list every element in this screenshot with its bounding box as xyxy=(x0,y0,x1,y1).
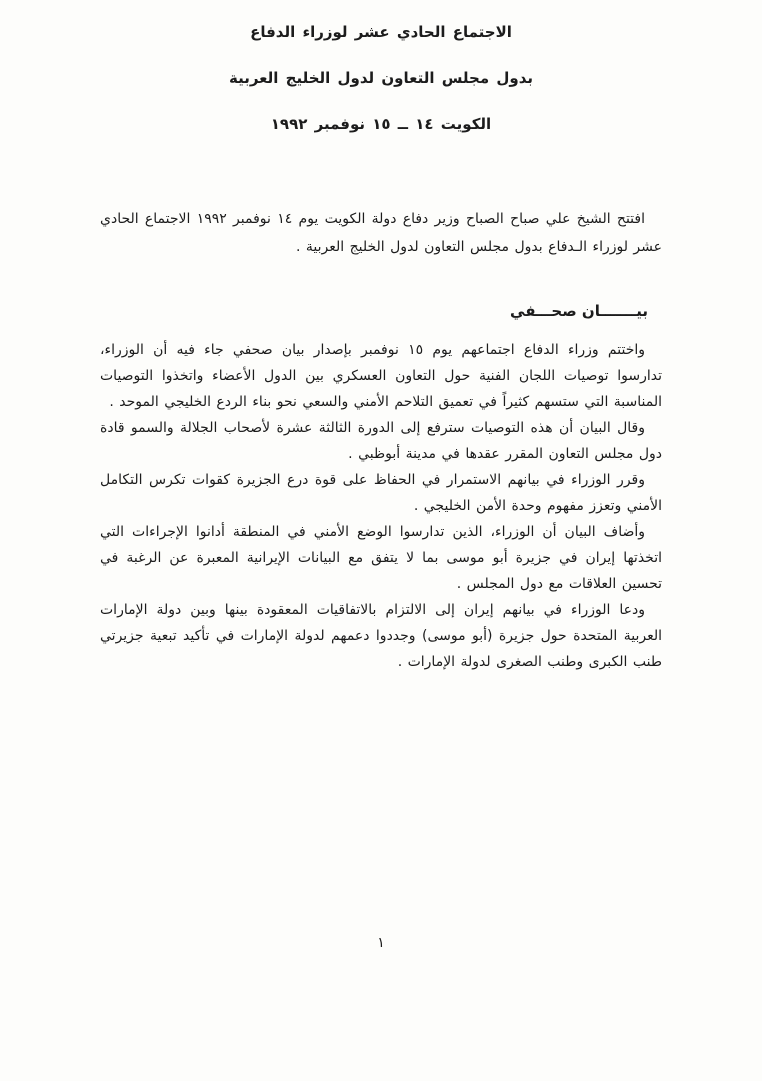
title-line-place-date: الكويت ١٤ ــ ١٥ نوفمبر ١٩٩٢ xyxy=(270,115,492,133)
paragraph-abu-musa-condemnation: وأضاف البيان أن الوزراء، الذين تدارسوا الوضع الأمني في المنطقة أدانوا الإجراءات التي اتخذتها إيران في جزيرة أبو موسى بما لا يتفق مع البيانات الإيرانية المعبرة عن الرغبة في تحسين العلاقات مع دول المجلس . xyxy=(100,524,662,592)
intro-paragraph: افتتح الشيخ علي صباح الصباح وزير دفاع دولة الكويت يوم ١٤ نوفمبر ١٩٩٢ الاجتماع الحادي عشر لوزراء الـدفاع بدول مجلس التعاون لدول الخليج العربية . xyxy=(100,211,662,255)
page-footer xyxy=(0,932,762,951)
paragraph-iran-call: ودعا الوزراء في بيانهم إيران إلى الالتزام بالاتفاقيات المعقودة بينها وبين دولة الإمارات العربية المتحدة حول جزيرة (أبو موسى) وجددوا دعمهم لدولة الإمارات في تأكيد تبعية جزيرتي طنب الكبرى وطنب الصغرى لدولة الإمارات . xyxy=(100,602,662,670)
paragraph-recommendations: واختتم وزراء الدفاع اجتماعهم يوم ١٥ نوفمبر بإصدار بيان صحفي جاء فيه أن الوزراء، تدارسوا توصيات اللجان الفنية حول التعاون العسكري بين الدول الأعضاء واتخذوا التوصيات المناسبة التي ستسهم كثيراً في تعميق التلاحم الأمني والسعي نحو بناء الردع الخليجي الموحد . xyxy=(100,342,662,410)
document-body xyxy=(0,205,762,675)
section-heading-press-statement: بيـــــــان صحـــفي xyxy=(510,302,648,320)
paragraph-peninsula-shield: وقرر الوزراء في بيانهم الاستمرار في الحفاظ على قوة درع الجزيرة كقوات تكرس التكامل الأمني وتعزز مفهوم وحدة الأمن الخليجي . xyxy=(100,472,662,514)
page-number: ١ xyxy=(377,935,385,951)
title-line-organization: بدول مجلس التعاون لدول الخليج العربية xyxy=(229,69,533,87)
document-header xyxy=(0,0,762,136)
title-line-meeting: الاجتماع الحادي عشر لوزراء الدفاع xyxy=(250,23,512,41)
paragraph-summit-referral: وقال البيان أن هذه التوصيات سترفع إلى الدورة الثالثة عشرة لأصحاب الجلالة والسمو قادة دول مجلس التعاون المقرر عقدها في مدينة أبوظبي . xyxy=(100,420,662,462)
